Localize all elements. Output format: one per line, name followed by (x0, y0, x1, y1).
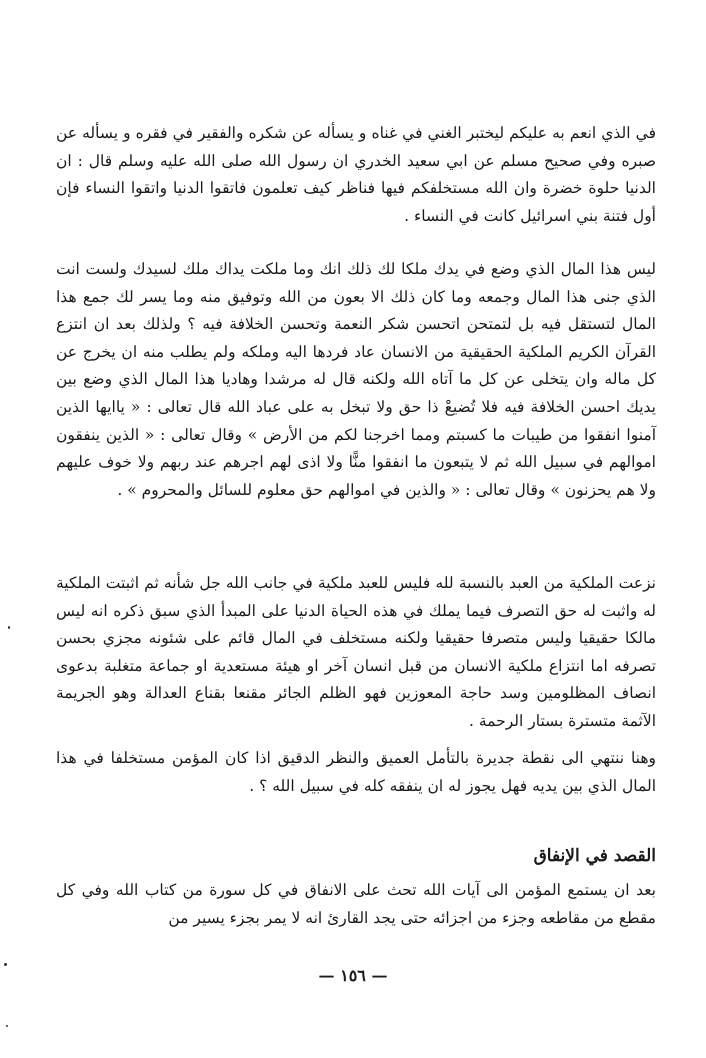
scan-speck (6, 1025, 8, 1027)
scan-speck (4, 963, 7, 966)
scan-speck (8, 626, 10, 629)
paragraph-3: نزعت الملكية من العبد بالنسبة لله فليس للعبد ملكية في جانب الله جل شأنه ثم اثبتت الملكية له واثبت له حق التصرف فيما يملك في هذه الحياة الدنيا على المبدأ الذي سبق ذكره انه ليس مالكا حقيقيا وليس متصرفا حقيقيا ولكنه مستخلف في المال قائم على شئونه مجزي بحسن تصرفه اما انتزاع ملكية الانسان من قبل انسان آخر او هيئة مستعدية او جماعة متغلبة بدعوى انصاف المظلومين وسد حاجة المعوزين فهو الظلم الجائر مقنعا بقناع العدالة وهو الجريمة الآثمة متسترة بستار الرحمة . (56, 574, 656, 730)
paragraph-5: بعد ان يستمع المؤمن الى آيات الله تحث على الانفاق في كل سورة من كتاب الله وفي كل مقطع من مقاطعه وجزء من اجزائه حتى يجد القارئ انه لا يمر بجزء يسير من (56, 881, 656, 927)
paragraph-2: ليس هذا المال الذي وضع في يدك ملكا لك ذلك انك وما ملكت يداك ملك لسيدك ولست انت الذي جنى هذا المال وجمعه وما كان ذلك الا بعون من الله وتوفيق منه وما يسر لك جمع هذا المال لتستقل فيه بل لتمتحن اتحسن شكر النعمة وتحسن الخلافة فيه ؟ ولذلك بعد ان انتزع القرآن الكريم الملكية الحقيقية من الانسان عاد فردها اليه وملكه ولم يطلب منه ان يخرج عن كل ماله وان يتخلى عن كل ما آتاه الله ولكنه قال له مرشدا وهاديا هذا المال الذي وضع بين يديك احسن الخلافة فيه فلا تُضيعْ ذا حق ولا تبخل به على عباد الله قال تعالى : « ياايها الذين آمنوا انفقوا من طيبات ما كسبتم ومما اخرجنا لكم من الأرض » وقال تعالى : « الذين ينفقون اموالهم في سبيل الله ثم لا يتبعون ما انفقوا منًّا ولا اذى لهم اجرهم عند ربهم ولا خوف عليهم ولا هم يحزنون » وقال تعالى : « والذين في اموالهم حق معلوم للسائل والمحروم » . (56, 260, 656, 499)
page-number: — ١٥٦ — (318, 966, 388, 985)
paragraph-1: في الذي انعم به عليكم ليختبر الغني في غناه و يسأله عن شكره والفقير في فقره و يسأله عن صبره وفي صحيح مسلم عن ابي سعيد الخدري ان رسول الله صلى الله عليه وسلم قال : ان الدنيا حلوة خضرة وان الله مستخلفكم فيها فناظر كيف تعلمون فاتقوا الدنيا واتقوا النساء فإن أول فتنة بني اسرائيل كانت في النساء . (56, 124, 656, 225)
paragraph-4: وهنا ننتهي الى نقطة جديرة بالتأمل العميق والنظر الدقيق اذا كان المؤمن مستخلفا في هذا المال الذي بين يديه فهل يجوز له ان ينفقه كله في سبيل الله ؟ . (56, 749, 656, 795)
section-heading: القصد في الإنفاق (533, 846, 656, 866)
